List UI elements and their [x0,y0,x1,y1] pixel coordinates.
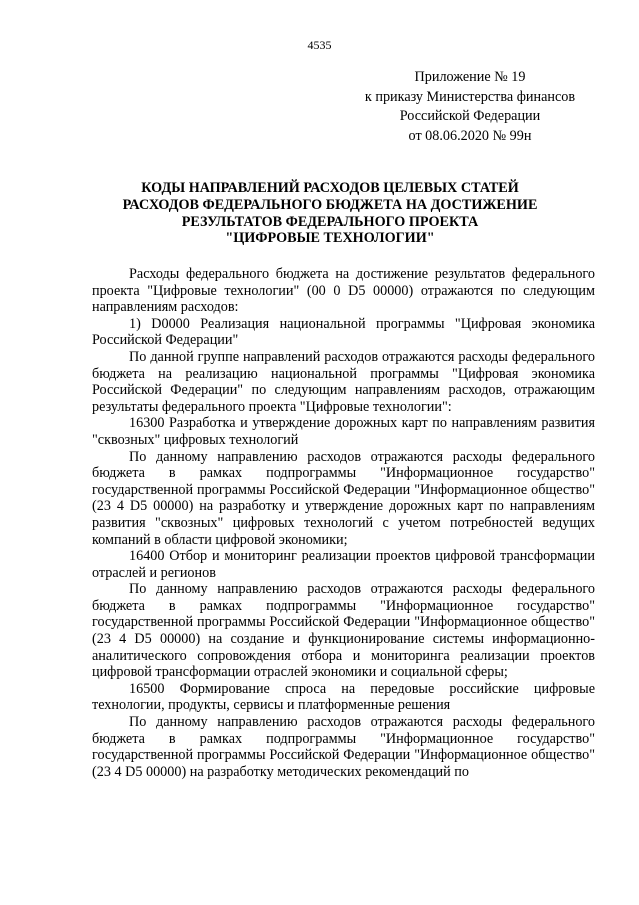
expense-direction-description: По данному направлению расходов отражаются расходы федерального бюджета в рамках подпрограммы "Информационное государство" государственной программы Российской Федерации "Информационное общество" (23 4 D5 00000) на создание и функционирование системы информационно-аналитического сопровождения отбора и мониторинга реализации проектов цифровой трансформации отраслей экономики и социальной сферы; [92,581,595,681]
expense-direction-heading: 16300 Разработка и утверждение дорожных карт по направлениям развития "сквозных" цифровых технологий [92,415,595,448]
document-title-line: РАСХОДОВ ФЕДЕРАЛЬНОГО БЮДЖЕТА НА ДОСТИЖЕНИЕ [122,196,538,213]
expense-direction-description: По данному направлению расходов отражаются расходы федерального бюджета в рамках подпрограммы "Информационное государство" государственной программы Российской Федерации "Информационное общество" (23 4 D5 00000) на разработку методических рекомендаций по [92,714,595,780]
expense-direction-heading: 16400 Отбор и мониторинг реализации проектов цифровой трансформации отраслей и регионов [92,548,595,581]
document-body [92,266,595,780]
document-title [60,180,600,247]
appendix-number: Приложение № 19 [414,69,526,85]
appendix-order-reference: к приказу Министерства финансов [364,88,576,105]
appendix-header [340,68,600,146]
appendix-ministry: Российской Федерации [399,108,541,124]
appendix-order-date: от 08.06.2020 № 99н [408,127,532,144]
document-title-line: РЕЗУЛЬТАТОВ ФЕДЕРАЛЬНОГО ПРОЕКТА [181,213,479,230]
section-description: По данной группе направлений расходов отражаются расходы федерального бюджета на реализацию национальной программы "Цифровая экономика Российской Федерации" по следующим направлениям расходов, отражающим результаты федерального проекта "Цифровые технологии": [92,348,595,415]
page-number: 4535 [307,38,332,52]
section-heading: 1) D0000 Реализация национальной программы "Цифровая экономика Российской Федерации" [92,315,595,349]
document-title-line: "ЦИФРОВЫЕ ТЕХНОЛОГИИ" [225,230,435,247]
expense-direction-heading: 16500 Формирование спроса на передовые российские цифровые технологии, продукты, сервисы и платформенные решения [92,680,595,714]
intro-paragraph: Расходы федерального бюджета на достижение результатов федерального проекта "Цифровые технологии" (00 0 D5 00000) отражаются по следующим направлениям расходов: [92,266,595,316]
document-title-line: КОДЫ НАПРАВЛЕНИЙ РАСХОДОВ ЦЕЛЕВЫХ СТАТЕЙ [141,180,519,196]
expense-direction-description: По данному направлению расходов отражаются расходы федерального бюджета в рамках подпрограммы "Информационное государство" государственной программы Российской Федерации "Информационное общество" (23 4 D5 00000) на разработку и утверждение дорожных карт по направлениям развития "сквозных" цифровых технологий с учетом потребностей ведущих компаний в области цифровой экономики; [92,448,595,548]
